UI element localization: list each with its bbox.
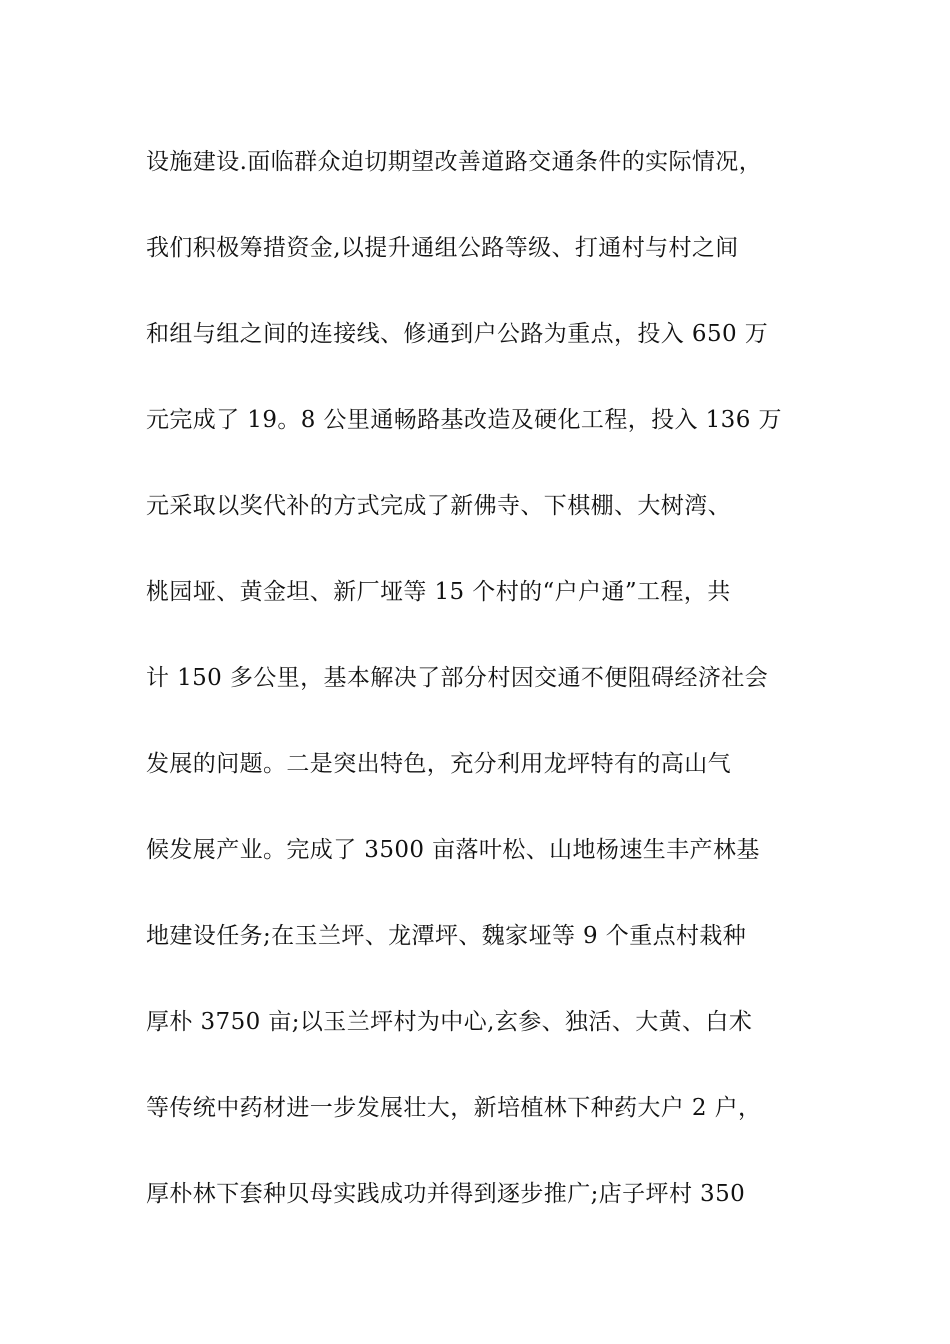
text-line: 厚朴 3750 亩;以玉兰坪村为中心,玄参、独活、大黄、白术 xyxy=(146,1009,753,1035)
text-line: 桃园垭、黄金坦、新厂垭等 15 个村的“户户通”工程，共 xyxy=(146,579,731,605)
document-body xyxy=(146,138,816,1256)
text-line: 计 150 多公里，基本解决了部分村因交通不便阻碍经济社会 xyxy=(146,665,769,691)
text-line: 元采取以奖代补的方式完成了新佛寺、下棋棚、大树湾、 xyxy=(146,493,731,519)
text-line: 我们积极筹措资金,以提升通组公路等级、打通村与村之间 xyxy=(146,235,739,261)
text-line: 和组与组之间的连接线、修通到户公路为重点，投入 650 万 xyxy=(146,321,769,347)
text-line: 元完成了 19。8 公里通畅路基改造及硬化工程，投入 136 万 xyxy=(146,407,782,433)
text-line: 地建设任务;在玉兰坪、龙潭坪、魏家垭等 9 个重点村栽种 xyxy=(146,923,747,949)
text-line: 候发展产业。完成了 3500 亩落叶松、山地杨速生丰产林基 xyxy=(146,837,760,863)
text-line: 等传统中药材进一步发展壮大，新培植林下种药大户 2 户， xyxy=(146,1095,762,1121)
text-line: 厚朴林下套种贝母实践成功并得到逐步推广;店子坪村 350 xyxy=(146,1181,746,1207)
text-line: 设施建设.面临群众迫切期望改善道路交通条件的实际情况， xyxy=(146,149,763,175)
text-line: 发展的问题。二是突出特色，充分利用龙坪特有的高山气 xyxy=(146,751,731,777)
